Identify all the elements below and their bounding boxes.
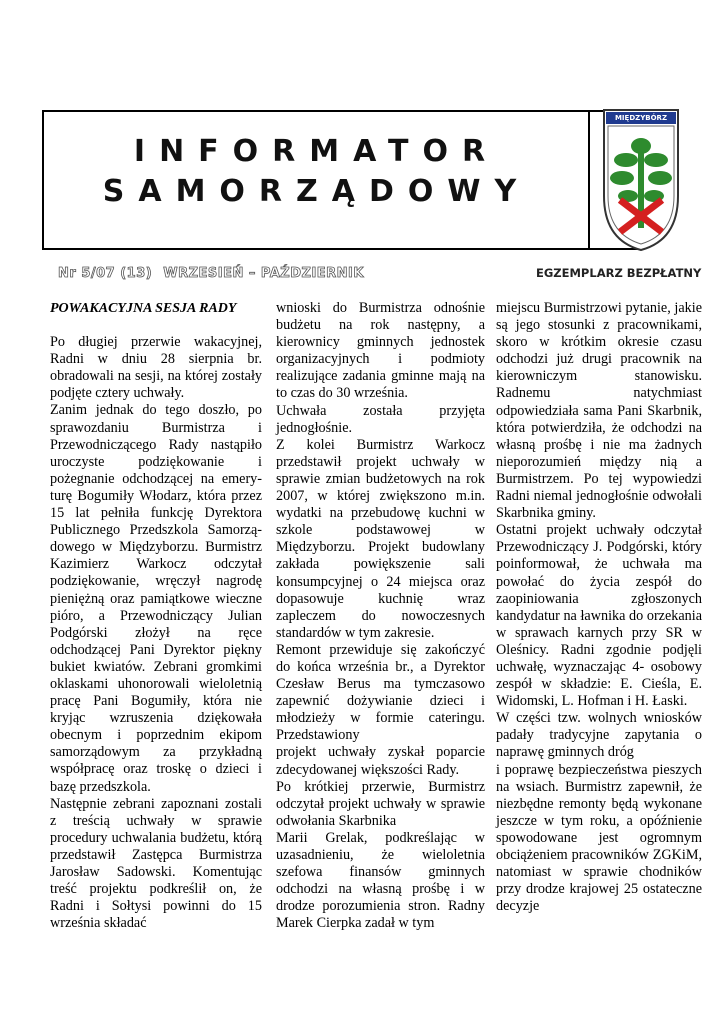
paragraph: i poprawę bezpieczeństwa pieszych na wsiach. Burmistrz zapewnił, że niezbędne remonty będą wykonane jeszcze w tym roku, a opóźnienie spowodowane jest ogromnym obciążeniem pracowników ZGKiM, natomiast w sprawie chodników przy drodze krajowej 25 ostateczne decyzje — [496, 761, 702, 915]
issue-info — [58, 266, 370, 281]
paragraph: Po długiej przerwie wakacyjnej, Radni w dniu 28 sierpnia br. obradowali na sesji, na której zostały podjęte cztery uchwały. — [50, 334, 262, 402]
article-column-3 — [496, 300, 702, 915]
coat-of-arms-icon — [598, 108, 684, 254]
paragraph: Po krótkiej przerwie, Burmistrz odczytał projekt uchwały w sprawie odwołania Skarbnika — [276, 778, 485, 829]
paragraph: Z kolei Burmistrz Warkocz przedstawił projekt uchwały w sprawie zmian budżetowych na rok 2007, w której zwiększono m.in. wydatki na przebudowę kuchni w szkole podstawowej w Międzyborzu. Projekt budowlany zakłada powiększenie sali konsumpcyjnej o 24 miejsca oraz dopasowuje kuchnię wraz zapleczem do nowoczesnych standardów w tym zakresie. — [276, 436, 485, 641]
paragraph: Uchwała została przyjęta jednogłośnie. — [276, 402, 485, 436]
paragraph: Ostatni projekt uchwały odczytał Przewodniczący J. Podgórski, który poinformował, że uchwała ma powołać do życia zespół do zaopiniowania zgłoszonych kandydatur na ławnika do orzekania w sprawach karnych przy SR w Oleśnicy. Radni zgodnie podjęli uchwałę, wyznaczając 4- osobowy zespół w składzie: E. Cieśla, E. Widomski, L. Hofman i H. Łaski. — [496, 522, 702, 710]
issue-number: Nr 5/07 (13) — [58, 266, 153, 281]
crest-label: MIĘDZYBÓRZ — [606, 112, 676, 124]
article-column-1 — [50, 300, 262, 932]
masthead-frame — [42, 110, 642, 250]
coat-of-arms — [598, 108, 684, 254]
paragraph: Remont przewiduje się zakończyć do końca września br., a Dyrektor Czesław Berus ma tymczasowo zapewnić dożywianie dzieci i młodzieży w formie cateringu. Przedstawiony — [276, 641, 485, 744]
paragraph: Następnie zebrani zapoznani zostali z treścią uchwały w sprawie procedury uchwalania budżetu, którą przedstawił Zastępca Burmistrza Jarosław Sadowski. Komentując treść projektu podkreślił on, że Radni i Sołtysi powinni do 15 września składać — [50, 795, 262, 932]
masthead-title-line1: INFORMATOR — [133, 134, 500, 169]
paragraph: projekt uchwały zyskał poparcie zdecydowanej większości Rady. — [276, 744, 485, 778]
paragraph: Zanim jednak do tego doszło, po sprawozdaniu Burmistrza i Przewodniczącego Rady nastąpiło uroczyste podziękowanie i pożegnanie odchodzącej na emery-turę Bogumiły Włodarz, która przez 15 lat pełniła funkcję Dyrektora Publicznego Przedszkola Samorzą-dowego w Międzyborzu. Burmistrz Kazimierz Warkocz odczytał podziękowanie, wręczył nagrodę pieniężną oraz pamiątkowe wieczne pióro, a Przewodniczący Julian Podgórski złożył na ręce odchodzącej Pani Dyrektor piękny bukiet kwiatów. Zebrani gromkimi oklaskami uhonorowali wieloletnią pracę Pani Bogumiły, która nie kryjąc wzruszenia dziękowała obecnym i poprzednim ekipom samorządowym za przykładną współpracę oraz troskę o dzieci i bazę przedszkola. — [50, 402, 262, 795]
paragraph: W części tzw. wolnych wniosków padały tradycyjne zapytania o naprawę gminnych dróg — [496, 710, 702, 761]
masthead-title-line2: SAMORZĄDOWY — [102, 174, 531, 209]
paragraph: Marii Grelak, podkreślając w uzasadnieniu, że wieloletnia szefowa finansów gminnych odchodzi na własną prośbę i w drodze porozumienia stron. Radny Marek Cierpka zadał w tym — [276, 829, 485, 932]
issue-months: WRZESIEŃ – PAŹDZIERNIK — [163, 266, 364, 281]
free-copy-label: EGZEMPLARZ BEZPŁATNY — [536, 266, 702, 280]
article-column-2 — [276, 300, 485, 932]
article-headline: POWAKACYJNA SESJA RADY — [50, 301, 237, 316]
paragraph: miejscu Burmistrzowi pytanie, jakie są jego stosunki z pracownikami, skoro w krótkim okresie czasu odchodzi już drugi pracownik na kierowniczym stanowisku. Radnemu natychmiast odpowiedziała sama Pani Skarbnik, która potwierdziła, że odchodzi na własną prośbę i nie ma żadnych nieporozumień między nią a Burmistrzem. Po tej wypowiedzi Radni niemal jednogłośnie odwołali Skarbnika gminy. — [496, 300, 702, 522]
paragraph: wnioski do Burmistrza odnośnie budżetu na rok następny, a kierownicy gminnych jednostek organizacyjnych i podmioty realizujące zadania gminne mają na to czas do 30 września. — [276, 300, 485, 402]
masthead-divider — [588, 110, 590, 250]
